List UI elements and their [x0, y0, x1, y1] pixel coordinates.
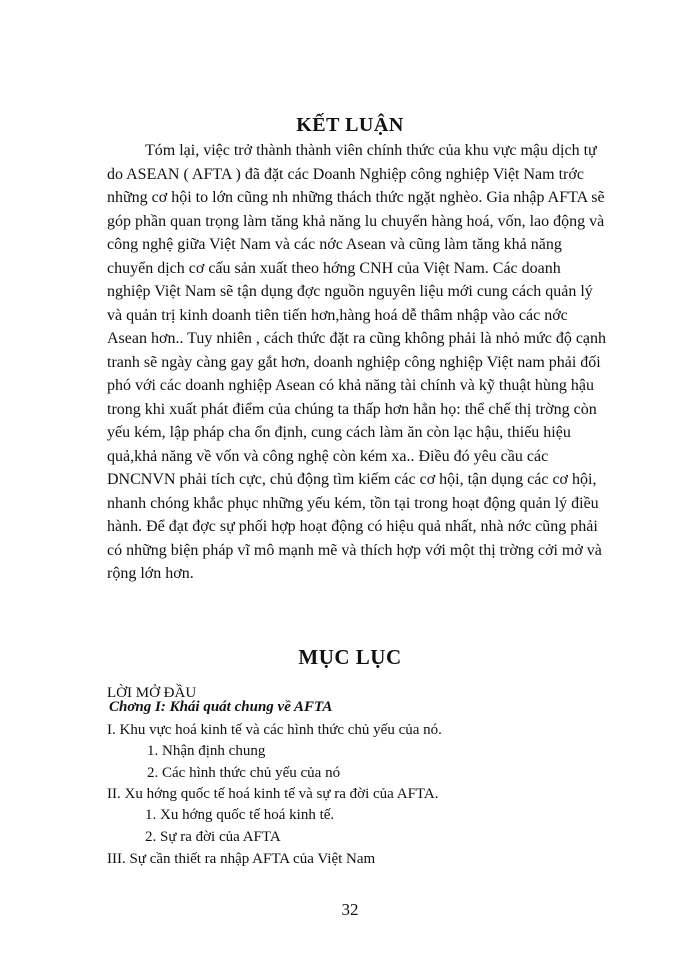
toc-item-subsection: 2. Sự ra đời của AFTA	[145, 829, 281, 845]
toc-item-chapter-1: Chơng I: Khái quát chung về AFTA	[109, 699, 333, 715]
paragraph-line: quả,khả năng về vốn và công nghệ còn kém xa.. Điều đó yêu cầu các	[107, 447, 549, 465]
paragraph-line: Asean hơn.. Tuy nhiên , cách thức đặt ra cũng không phải là nhỏ mức độ cạnh	[107, 330, 607, 347]
paragraph-line: rộng lớn hơn.	[107, 565, 194, 582]
paragraph-line: DNCNVN phải tích cực, chủ động tìm kiếm các cơ hội, tận dụng các cơ hội,	[107, 471, 597, 488]
paragraph-line: nghiệp Việt Nam sẽ tận dụng đợc nguồn nguyên liệu mới cung cách quản lý	[107, 283, 593, 300]
page-number: 32	[341, 900, 359, 919]
paragraph-line: và quản trị kinh doanh tiên tiến hơn,hàng hoá dễ thâm nhập vào các nớc	[107, 306, 568, 324]
toc-item-subsection: 1. Nhận định chung	[147, 743, 266, 759]
toc-title: MỤC LỤC	[298, 645, 402, 669]
toc-item-subsection: 2. Các hình thức chủ yếu của nó	[147, 765, 341, 781]
toc-item-section-2: II. Xu hớng quốc tế hoá kinh tế và sự ra đời của AFTA.	[107, 786, 439, 802]
paragraph-line: công nghệ giữa Việt Nam và các nớc Asean và cũng làm tăng khả năng	[107, 236, 562, 253]
conclusion-title: KẾT LUẬN	[296, 114, 404, 136]
toc-item-intro: LỜI MỞ ĐẦU	[107, 685, 197, 701]
paragraph-line: hành. Để đạt đợc sự phối hợp hoạt động có hiệu quả nhất, nhà nớc cũng phải	[107, 518, 598, 535]
paragraph-line: có những biện pháp vĩ mô mạnh mẽ và thích hợp với một thị trờng cởi mở và	[107, 541, 602, 559]
paragraph-line: chuyển dịch cơ cấu sản xuất theo hớng CNH của Việt Nam. Các doanh	[107, 259, 561, 277]
paragraph-line: nhanh chóng khắc phục những yếu kém, tồn tại trong hoạt động quản lý điều	[107, 494, 599, 512]
paragraph-line: trong khi xuất phát điểm của chúng ta thấp hơn hẳn họ: thể chế thị trờng còn	[107, 400, 597, 418]
conclusion-paragraph	[107, 139, 643, 586]
paragraph-line: do ASEAN ( AFTA ) đã đặt các Doanh Nghiệp công nghiệp Việt Nam trớc	[107, 165, 584, 183]
paragraph-line: phó với các doanh nghiệp Asean có khả năng tài chính và kỹ thuật hùng hậu	[107, 377, 594, 394]
paragraph-line: tranh sẽ ngày càng gay gắt hơn, doanh nghiệp công nghiệp Việt nam phải đối	[107, 353, 601, 371]
toc-item-subsection: 1. Xu hớng quốc tế hoá kinh tế.	[145, 807, 335, 823]
toc-item-section-3: III. Sự cần thiết ra nhập AFTA của Việt Nam	[107, 851, 376, 867]
paragraph-line: góp phần quan trọng làm tăng khả năng lu chuyển hàng hoá, vốn, lao động và	[107, 212, 605, 230]
toc-item-section-1: I. Khu vực hoá kinh tế và các hình thức chủ yếu của nó.	[107, 722, 442, 738]
paragraph-line: những cơ hội to lớn cũng nh những thách thức ngặt nghèo. Gia nhập AFTA sẽ	[107, 189, 605, 206]
paragraph-line: yếu kém, lập pháp cha ổn định, cung cách làm ăn còn lạc hậu, thiếu hiệu	[107, 424, 571, 441]
paragraph-line: Tóm lại, việc trở thành thành viên chính thức của khu vực mậu dịch tự	[145, 142, 597, 159]
